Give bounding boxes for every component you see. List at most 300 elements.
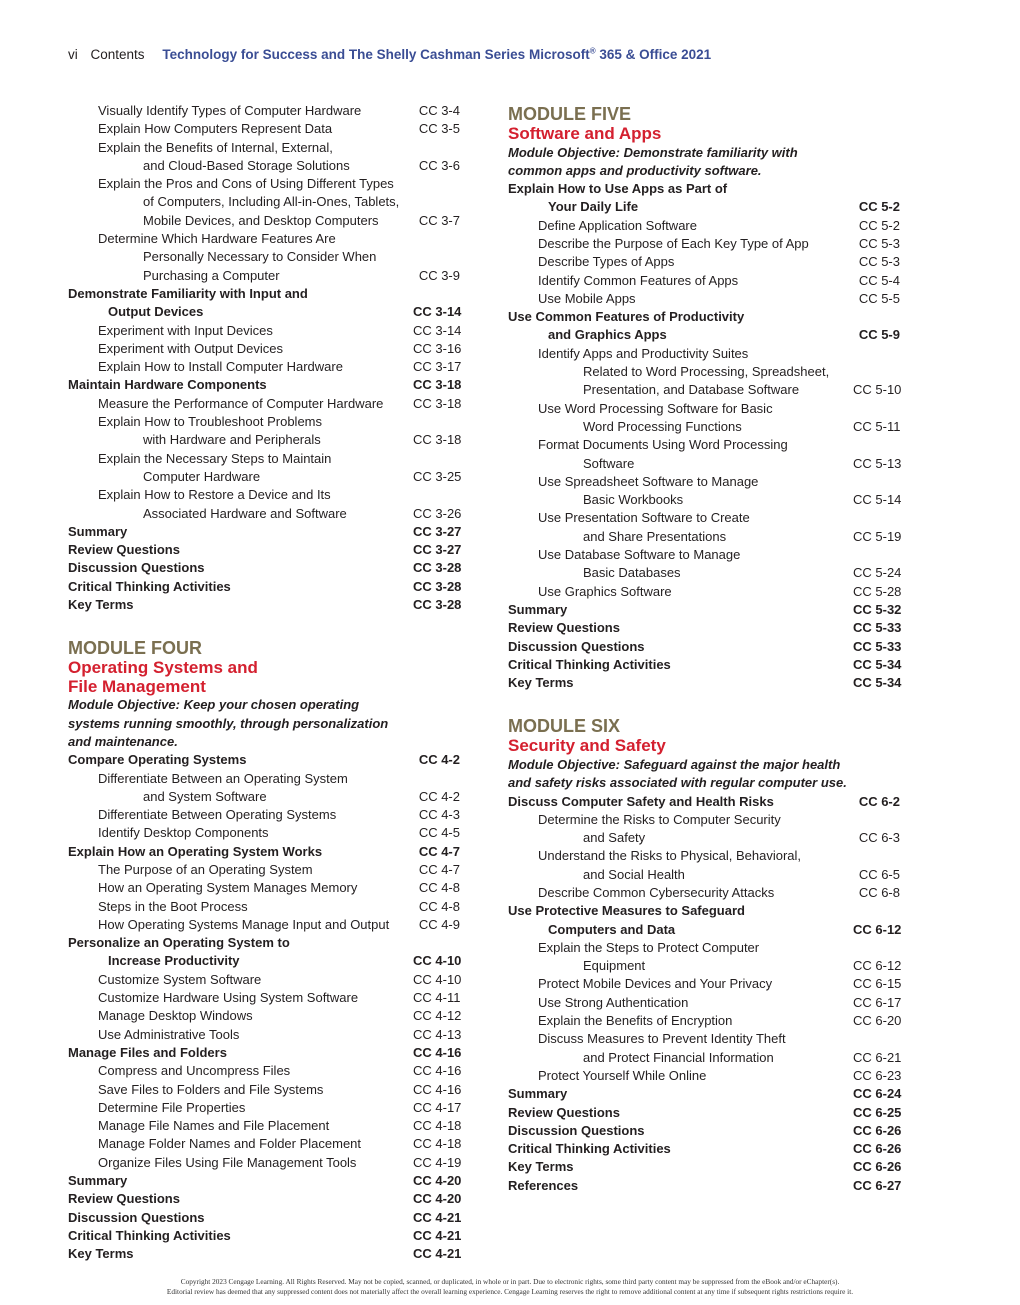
entry-page: CC 5-33 xyxy=(853,638,902,654)
entry-title xyxy=(508,674,853,692)
page-number: vi xyxy=(68,46,78,62)
text-line: and safety risks associated with regular computer use. xyxy=(508,775,847,791)
entry-title-line: and Cloud-Based Storage Solutions xyxy=(143,157,350,173)
entry-title-line: Describe Common Cybersecurity Attacks xyxy=(538,884,775,900)
entry-title xyxy=(68,486,413,523)
entry-title xyxy=(68,230,413,285)
toc-subentry xyxy=(68,340,460,358)
entry-title xyxy=(68,1154,413,1172)
entry-page: CC 6-5 xyxy=(858,866,900,882)
toc-heading-entry xyxy=(68,578,460,596)
entry-title xyxy=(68,1245,413,1263)
entry-page: CC 4-19 xyxy=(413,1154,462,1170)
entry-title xyxy=(68,450,413,487)
entry-page: CC 5-3 xyxy=(858,235,900,251)
entry-title-line: Critical Thinking Activities xyxy=(508,656,671,672)
toc-subentry xyxy=(508,1012,900,1030)
entry-page: CC 3-14 xyxy=(413,304,462,320)
toc-heading-entry xyxy=(508,1140,900,1158)
entry-page: CC 4-20 xyxy=(413,1173,462,1189)
entry-title xyxy=(508,253,853,271)
entry-page: CC 5-14 xyxy=(853,492,902,508)
toc-subentry xyxy=(68,824,460,842)
entry-title-line: Discussion Questions xyxy=(508,1122,645,1138)
entry-title xyxy=(508,601,853,619)
entry-title xyxy=(68,1135,413,1153)
entry-title-line: Review Questions xyxy=(508,1104,620,1120)
entry-title-line: and Safety xyxy=(583,830,646,846)
entry-title xyxy=(508,308,853,345)
entry-page: CC 6-26 xyxy=(853,1122,902,1138)
toc-subentry xyxy=(68,806,460,824)
toc-subentry xyxy=(68,358,460,376)
entry-title-line: Explain How to Troubleshoot Problems xyxy=(98,414,323,430)
toc-subentry xyxy=(68,1062,460,1080)
entry-title xyxy=(508,1140,853,1158)
entry-title-line: Software xyxy=(583,455,635,471)
text-line: Module Objective: Safeguard against the major health xyxy=(508,756,841,772)
module-objective xyxy=(508,756,900,793)
toc-subentry xyxy=(68,413,460,450)
entry-title xyxy=(68,934,413,971)
entry-title xyxy=(68,322,413,340)
entry-page: CC 4-18 xyxy=(413,1136,462,1152)
entry-page: CC 3-18 xyxy=(413,395,462,411)
entry-title xyxy=(68,395,413,413)
toc-heading-entry xyxy=(68,559,460,577)
entry-page: CC 6-25 xyxy=(853,1104,902,1120)
book-title xyxy=(162,47,711,62)
entry-page: CC 4-12 xyxy=(413,1008,462,1024)
entry-page: CC 6-23 xyxy=(853,1067,902,1083)
entry-title-line: Discussion Questions xyxy=(68,560,205,576)
entry-page: CC 4-11 xyxy=(413,990,461,1006)
entry-title-line: and System Software xyxy=(143,788,267,804)
entry-title-line: Your Daily Life xyxy=(548,199,639,215)
toc-heading-entry xyxy=(508,1085,900,1103)
entry-title xyxy=(68,770,413,807)
toc-heading-entry xyxy=(68,285,460,322)
entry-title-line: Explain the Benefits of Encryption xyxy=(538,1013,733,1029)
entry-title-line: Demonstrate Familiarity with Input and xyxy=(68,285,308,301)
entry-title-line: Understand the Risks to Physical, Behavioral, xyxy=(538,848,802,864)
entry-page: CC 6-24 xyxy=(853,1086,902,1102)
entry-page: CC 3-27 xyxy=(413,523,462,539)
entry-title-line: Critical Thinking Activities xyxy=(68,578,231,594)
entry-page: CC 3-18 xyxy=(413,377,462,393)
entry-title xyxy=(68,1044,413,1062)
toc-heading-entry xyxy=(508,1158,900,1176)
entry-page: CC 6-27 xyxy=(853,1177,902,1193)
entry-title xyxy=(68,1190,413,1208)
entry-title-line: Critical Thinking Activities xyxy=(68,1227,231,1243)
entry-page: CC 4-16 xyxy=(413,1044,462,1060)
entry-page: CC 3-25 xyxy=(413,468,462,484)
entry-page: CC 4-3 xyxy=(418,807,460,823)
entry-title xyxy=(508,994,853,1012)
entry-title xyxy=(508,180,853,217)
toc-subentry xyxy=(508,290,900,308)
entry-page: CC 3-28 xyxy=(413,597,462,613)
module-three-continued-list xyxy=(68,102,460,614)
entry-title-line: Computer Hardware xyxy=(143,468,261,484)
entry-title xyxy=(508,235,853,253)
entry-page: CC 6-12 xyxy=(853,958,902,974)
toc-heading-entry xyxy=(508,601,900,619)
entry-title xyxy=(68,1209,413,1227)
entry-page: CC 3-5 xyxy=(418,121,460,137)
toc-subentry xyxy=(508,847,900,884)
toc-heading-entry xyxy=(68,1245,460,1263)
module-title xyxy=(508,125,900,144)
entry-page: CC 4-2 xyxy=(418,752,460,768)
entry-title-line: Personally Necessary to Consider When xyxy=(143,249,377,265)
toc-heading-entry xyxy=(68,1190,460,1208)
text-line: Editorial review has deemed that any suppressed content does not materially affect the overall learning experience. Cengage Learning reserves the right to remove additional content at any time if subsequent rights restrictions require it. xyxy=(166,1287,854,1296)
entry-title xyxy=(68,989,413,1007)
entry-title-line: Key Terms xyxy=(508,675,574,691)
toc-subentry xyxy=(508,217,900,235)
toc-heading-entry xyxy=(508,793,900,811)
toc-subentry xyxy=(508,811,900,848)
entry-page: CC 6-26 xyxy=(853,1159,902,1175)
entry-title xyxy=(68,916,413,934)
toc-subentry xyxy=(508,1067,900,1085)
registered-mark: ® xyxy=(589,46,596,55)
module-label: MODULE FIVE xyxy=(508,104,632,124)
toc-subentry xyxy=(68,1026,460,1044)
entry-title-line: Summary xyxy=(508,601,568,617)
toc-subentry xyxy=(68,395,460,413)
entry-page: CC 3-18 xyxy=(413,432,462,448)
entry-page: CC 6-26 xyxy=(853,1141,902,1157)
toc-heading-entry xyxy=(68,1209,460,1227)
entry-title xyxy=(508,1012,853,1030)
toc-subentry xyxy=(68,450,460,487)
entry-page: CC 3-6 xyxy=(418,157,460,173)
entry-title-line: Purchasing a Computer xyxy=(143,267,280,283)
text-line: Security and Safety xyxy=(508,736,666,756)
entry-page: CC 5-2 xyxy=(858,199,900,215)
entry-page: CC 3-16 xyxy=(413,340,462,356)
toc-subentry xyxy=(68,879,460,897)
entry-title-line: Explain How Computers Represent Data xyxy=(98,121,333,137)
entry-title xyxy=(508,546,853,583)
toc-subentry xyxy=(68,139,460,176)
entry-title-line: Explain the Benefits of Internal, External, xyxy=(98,139,333,155)
toc-heading-entry xyxy=(68,843,460,861)
entry-page: CC 4-16 xyxy=(413,1063,462,1079)
entry-title-line: Word Processing Functions xyxy=(583,418,742,434)
entry-page: CC 4-9 xyxy=(418,916,460,932)
entry-title xyxy=(508,436,853,473)
toc-subentry xyxy=(68,916,460,934)
entry-title-line: Basic Workbooks xyxy=(583,492,684,508)
entry-title xyxy=(68,340,413,358)
text-line: common apps and productivity software. xyxy=(508,162,762,178)
entry-page: CC 4-8 xyxy=(418,898,460,914)
entry-page: CC 3-14 xyxy=(413,322,462,338)
entry-title-line: Use Graphics Software xyxy=(538,583,672,599)
entry-title xyxy=(508,656,853,674)
toc-subentry xyxy=(508,994,900,1012)
entry-title xyxy=(508,1085,853,1103)
entry-title-line: Protect Yourself While Online xyxy=(538,1067,707,1083)
entry-title-line: Customize System Software xyxy=(98,971,262,987)
toc-subentry xyxy=(68,989,460,1007)
entry-title-line: Presentation, and Database Software xyxy=(583,382,800,398)
entry-title-line: Use Mobile Apps xyxy=(538,290,636,306)
entry-title-line: and Protect Financial Information xyxy=(583,1049,774,1065)
entry-title-line: Review Questions xyxy=(68,542,180,558)
entry-title-line: Review Questions xyxy=(508,620,620,636)
entry-title-line: How Operating Systems Manage Input and Output xyxy=(98,916,390,932)
toc-heading-entry xyxy=(508,902,900,939)
entry-page: CC 5-4 xyxy=(858,272,900,288)
entry-page: CC 5-28 xyxy=(853,583,902,599)
module-title xyxy=(68,659,460,696)
toc-subentry xyxy=(68,898,460,916)
toc-subentry xyxy=(68,971,460,989)
entry-title xyxy=(508,975,853,993)
entry-title xyxy=(68,413,413,450)
toc-subentry xyxy=(508,884,900,902)
entry-title-line: Explain How an Operating System Works xyxy=(68,843,323,859)
entry-title xyxy=(508,793,853,811)
entry-title-line: Summary xyxy=(68,1173,128,1189)
toc-subentry xyxy=(508,1030,900,1067)
entry-title xyxy=(508,290,853,308)
module-five-entry-list xyxy=(508,180,900,692)
entry-page: CC 5-34 xyxy=(853,675,902,691)
toc-heading-entry xyxy=(68,523,460,541)
entry-title-line: The Purpose of an Operating System xyxy=(98,861,313,877)
text-line: Module Objective: Demonstrate familiarity with xyxy=(508,144,798,160)
toc-heading-entry xyxy=(508,656,900,674)
entry-title xyxy=(68,1007,413,1025)
entry-title-line: Discuss Computer Safety and Health Risks xyxy=(508,793,774,809)
entry-title-line: Explain How to Use Apps as Part of xyxy=(508,181,728,197)
module-objective xyxy=(508,144,900,181)
entry-title-line: Define Application Software xyxy=(538,217,697,233)
entry-title-line: Key Terms xyxy=(68,1246,134,1262)
toc-subentry xyxy=(508,473,900,510)
entry-title xyxy=(68,358,413,376)
entry-title xyxy=(68,285,413,322)
entry-title-line: Identify Apps and Productivity Suites xyxy=(538,345,749,361)
entry-title-line: Explain How to Install Computer Hardware xyxy=(98,359,343,375)
entry-title-line: Save Files to Folders and File Systems xyxy=(98,1081,324,1097)
right-column xyxy=(508,103,900,1195)
entry-title-line: Compare Operating Systems xyxy=(68,752,247,768)
entry-title-line: Differentiate Between an Operating System xyxy=(98,770,348,786)
entry-title xyxy=(68,596,413,614)
entry-title-line: Explain the Pros and Cons of Using Different Types xyxy=(98,176,394,192)
entry-page: CC 4-7 xyxy=(418,861,460,877)
text-line: and maintenance. xyxy=(68,733,178,749)
entry-title-line: Describe the Purpose of Each Key Type of App xyxy=(538,235,809,251)
entry-title xyxy=(68,559,413,577)
entry-title xyxy=(68,971,413,989)
entry-title xyxy=(68,879,413,897)
entry-page: CC 3-28 xyxy=(413,560,462,576)
entry-title-line: Use Administrative Tools xyxy=(98,1026,240,1042)
toc-subentry xyxy=(508,939,900,976)
entry-page: CC 4-21 xyxy=(413,1209,462,1225)
entry-page: CC 6-2 xyxy=(858,793,900,809)
toc-subentry xyxy=(68,486,460,523)
entry-title-line: Customize Hardware Using System Software xyxy=(98,990,359,1006)
entry-page: CC 4-2 xyxy=(418,788,460,804)
entry-title xyxy=(68,578,413,596)
entry-page: CC 4-10 xyxy=(413,953,462,969)
entry-title xyxy=(68,898,413,916)
toc-subentry xyxy=(508,272,900,290)
module-label: MODULE SIX xyxy=(508,716,621,737)
entry-title xyxy=(508,272,853,290)
entry-title-line: Key Terms xyxy=(68,597,134,613)
entry-page: CC 4-8 xyxy=(418,880,460,896)
entry-title xyxy=(68,861,413,879)
entry-title-line: Explain the Steps to Protect Computer xyxy=(538,939,760,955)
entry-title xyxy=(508,619,853,637)
entry-page: CC 4-17 xyxy=(413,1099,462,1115)
entry-title-line: Summary xyxy=(68,523,128,539)
entry-title-line: Organize Files Using File Management Tools xyxy=(98,1154,357,1170)
toc-subentry xyxy=(68,230,460,285)
entry-title-line: Determine File Properties xyxy=(98,1099,246,1115)
entry-title-line: Computers and Data xyxy=(548,921,676,937)
entry-title-line: with Hardware and Peripherals xyxy=(143,432,321,448)
module-title xyxy=(508,737,900,756)
entry-title-line: Use Protective Measures to Safeguard xyxy=(508,903,745,919)
entry-title-line: Equipment xyxy=(583,958,646,974)
entry-title-line: Format Documents Using Word Processing xyxy=(538,437,788,453)
entry-title xyxy=(68,1227,413,1245)
toc-heading-entry xyxy=(68,596,460,614)
entry-title-line: Critical Thinking Activities xyxy=(508,1141,671,1157)
entry-title xyxy=(508,939,853,976)
entry-title-line: How an Operating System Manages Memory xyxy=(98,880,358,896)
entry-title xyxy=(508,1104,853,1122)
entry-title xyxy=(508,1177,853,1195)
text-line: Operating Systems and xyxy=(68,658,258,678)
entry-page: CC 5-13 xyxy=(853,455,902,471)
entry-title-line: Explain How to Restore a Device and Its xyxy=(98,487,331,503)
toc-heading-entry xyxy=(508,1104,900,1122)
entry-title xyxy=(508,473,853,510)
text-line: Copyright 2023 Cengage Learning. All Rights Reserved. May not be copied, scanned, or duplicated, in whole or in part. Due to electronic rights, some third party content may be suppressed from the eBook and/or eChapter(s). xyxy=(180,1277,840,1286)
entry-title-line: Associated Hardware and Software xyxy=(143,505,347,521)
toc-subentry xyxy=(68,1135,460,1153)
entry-title-line: Summary xyxy=(508,1086,568,1102)
entry-page: CC 3-17 xyxy=(413,359,462,375)
toc-subentry xyxy=(68,322,460,340)
entry-title xyxy=(68,1099,413,1117)
entry-title-line: Visually Identify Types of Computer Hardware xyxy=(98,103,362,118)
entry-title xyxy=(68,806,413,824)
toc-subentry xyxy=(508,509,900,546)
toc-subentry xyxy=(68,1154,460,1172)
entry-title xyxy=(508,884,853,902)
toc-heading-entry xyxy=(68,934,460,971)
entry-title-line: Increase Productivity xyxy=(108,953,240,969)
entry-title xyxy=(68,120,413,138)
entry-page: CC 5-11 xyxy=(853,418,901,434)
entry-page: CC 5-34 xyxy=(853,656,902,672)
entry-title-line: Determine Which Hardware Features Are xyxy=(98,231,336,247)
entry-title xyxy=(508,638,853,656)
toc-heading-entry xyxy=(508,619,900,637)
entry-page: CC 4-20 xyxy=(413,1191,462,1207)
entry-title xyxy=(508,1122,853,1140)
entry-title-line: Compress and Uncompress Files xyxy=(98,1063,291,1079)
entry-page: CC 5-5 xyxy=(858,290,900,306)
entry-title-line: Measure the Performance of Computer Hardware xyxy=(98,395,384,411)
entry-page: CC 3-9 xyxy=(418,267,460,283)
entry-page: CC 4-16 xyxy=(413,1081,462,1097)
entry-page: CC 4-10 xyxy=(413,971,462,987)
toc-subentry xyxy=(508,546,900,583)
entry-title-line: Output Devices xyxy=(108,304,204,320)
toc-subentry xyxy=(68,861,460,879)
entry-page: CC 6-3 xyxy=(858,830,900,846)
book-title-main: Technology for Success and The Shelly Cashman Series Microsoft xyxy=(162,46,590,62)
entry-page: CC 3-4 xyxy=(418,103,460,118)
toc-heading-entry xyxy=(68,541,460,559)
entry-title-line: Use Common Features of Productivity xyxy=(508,309,745,325)
entry-title xyxy=(508,811,853,848)
entry-page: CC 5-24 xyxy=(853,565,902,581)
entry-title-line: Experiment with Input Devices xyxy=(98,322,273,338)
entry-title-line: Manage Folder Names and Folder Placement xyxy=(98,1136,362,1152)
entry-title xyxy=(68,1172,413,1190)
entry-title-line: Protect Mobile Devices and Your Privacy xyxy=(538,976,773,992)
entry-title-line: Maintain Hardware Components xyxy=(68,377,267,393)
entry-title xyxy=(68,541,413,559)
toc-heading-entry xyxy=(508,638,900,656)
entry-page: CC 4-18 xyxy=(413,1118,462,1134)
toc-subentry xyxy=(508,345,900,400)
entry-title xyxy=(68,102,413,120)
entry-title-line: Use Strong Authentication xyxy=(538,994,689,1010)
entry-title xyxy=(68,175,413,230)
entry-title xyxy=(68,824,413,842)
entry-title-line: Identify Desktop Components xyxy=(98,825,269,841)
entry-title-line: Mobile Devices, and Desktop Computers xyxy=(143,212,379,228)
entry-title xyxy=(508,509,853,546)
toc-subentry xyxy=(68,1007,460,1025)
entry-title-line: Manage Desktop Windows xyxy=(98,1008,253,1024)
entry-page: CC 6-8 xyxy=(858,884,900,900)
entry-page: CC 4-21 xyxy=(413,1246,462,1262)
entry-title-line: Discussion Questions xyxy=(68,1209,205,1225)
entry-title-line: Basic Databases xyxy=(583,565,681,581)
entry-page: CC 4-21 xyxy=(413,1227,462,1243)
text-line: Software and Apps xyxy=(508,124,662,143)
entry-title xyxy=(68,1026,413,1044)
entry-page: CC 6-15 xyxy=(853,976,902,992)
entry-title xyxy=(508,1067,853,1085)
text-line: File Management xyxy=(68,676,206,696)
toc-subentry xyxy=(508,235,900,253)
entry-title-line: Steps in the Boot Process xyxy=(98,898,248,914)
toc-heading-entry xyxy=(508,180,900,217)
toc-subentry xyxy=(508,975,900,993)
entry-title-line: Differentiate Between Operating Systems xyxy=(98,807,337,823)
entry-page: CC 4-7 xyxy=(418,843,460,859)
entry-page: CC 3-28 xyxy=(413,578,462,594)
